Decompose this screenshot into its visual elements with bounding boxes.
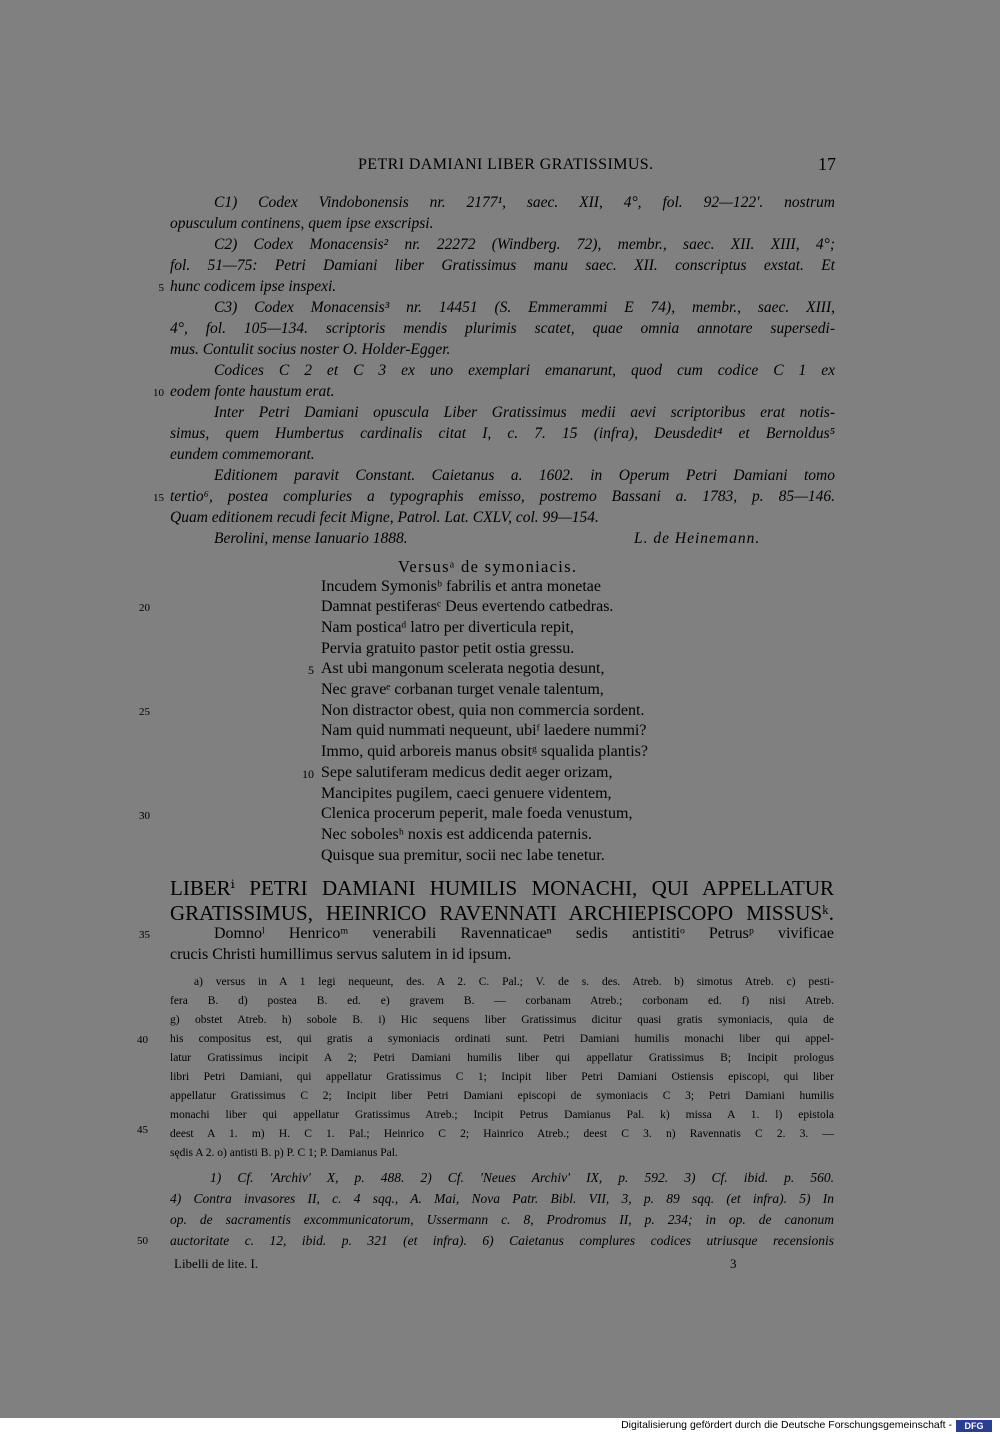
footnote-line: 4) Contra invasores II, c. 4 sqq., A. Mai, Nova Patr. Bibl. VII, 3, p. 89 sqq. (et infra). 5) In: [170, 1191, 834, 1206]
intro-line: mus. Contulit socius noster O. Holder-Egger.: [170, 341, 451, 358]
apparatus-line: a) versus in A 1 legi nequeunt, des. A 2. C. Pal.; V. de s. des. Atreb. b) simotus Atreb. c) pesti-: [194, 976, 834, 988]
apparatus-line: sędis A 2. o) antisti B. p) P. C 1; P. Damianus Pal.: [170, 1147, 398, 1159]
apparatus-line: fera B. d) postea B. ed. e) gravem B. — corbanam Atreb.; corbonam ed. f) nisi Atreb.: [170, 995, 834, 1007]
verse-line: Damnat pestiferasᶜ Deus evertendo catbedras.: [321, 598, 614, 615]
intro-line: C2) Codex Monacensis² nr. 22272 (Windberg. 72), membr., saec. XII. XIII, 4°;: [214, 236, 835, 253]
page-number: 17: [818, 154, 836, 174]
signature-place: Berolini, mense Ianuario 1888.: [214, 530, 408, 547]
margin-line-number: 30: [139, 810, 150, 822]
verse-line: Quisque sua premitur, socii nec labe tenetur.: [321, 847, 605, 864]
intro-line: Quam editionem recudi fecit Migne, Patrol. Lat. CXLV, col. 99—154.: [170, 509, 599, 526]
verse-line: Nam posticaᵈ latro per diverticula repit,: [321, 619, 574, 636]
intro-line: simus, quem Humbertus cardinalis citat I, c. 7. 15 (infra), Deusdedit⁴ et Bernoldus⁵: [170, 425, 835, 442]
verse-number: 10: [302, 767, 314, 781]
apparatus-line: latur Gratissimus incipit A 2; Petri Damiani humilis liber qui appellatur Gratissimus B; Incipit prologus: [170, 1052, 834, 1064]
book-title-line: GRATISSIMUS, HEINRICO RAVENNATI ARCHIEPISCOPO MISSUSᵏ.: [170, 901, 834, 925]
sheet-number: 3: [730, 1256, 737, 1271]
margin-line-number: 20: [139, 602, 150, 614]
verse-line: Ast ubi mangonum scelerata negotia desunt,: [321, 660, 605, 677]
verse-line: Sepe salutiferam medicus dedit aeger orizam,: [321, 764, 613, 781]
footnote-line: 1) Cf. 'Archiv' X, p. 488. 2) Cf. 'Neues Archiv' IX, p. 592. 3) Cf. ibid. p. 560.: [210, 1170, 834, 1185]
margin-line-number: 10: [153, 387, 164, 399]
margin-line-number: 25: [139, 706, 150, 718]
intro-line: Inter Petri Damiani opuscula Liber Gratissimus medii aevi scriptoribus erat notis-: [214, 404, 835, 421]
apparatus-line: his compositus est, qui gratis a symoniacis ordinati sunt. Petri Damiani humilis monachi liber qui appel-: [170, 1033, 834, 1045]
verse-line: Nam quid nummati nequeunt, ubiᶠ laedere nummi?: [321, 722, 647, 739]
dfg-logo: DFG: [956, 1420, 992, 1432]
intro-line: hunc codicem ipse inspexi.: [170, 278, 337, 295]
verse-number: 5: [308, 663, 314, 677]
footnote-line: op. de sacramentis excommunicatorum, Ussermann c. 8, Prodromus II, p. 234; in op. de canonum: [170, 1212, 834, 1227]
intro-line: C1) Codex Vindobonensis nr. 2177¹, saec. XII, 4°, fol. 92—122'. nostrum: [214, 194, 835, 211]
book-signature: Libelli de lite. I.: [174, 1256, 259, 1271]
verse-line: Clenica procerum peperit, male foeda venustum,: [321, 805, 633, 822]
book-title-line: LIBERⁱ PETRI DAMIANI HUMILIS MONACHI, QUI APPELLATUR: [170, 876, 834, 900]
verse-line: Nec sobolesʰ noxis est addicenda paternis.: [321, 826, 592, 843]
intro-line: Editionem paravit Constant. Caietanus a. 1602. in Operum Petri Damiani tomo: [214, 467, 835, 484]
margin-line-number: 50: [137, 1235, 148, 1247]
intro-line: fol. 51—75: Petri Damiani liber Gratissimus manu saec. XII. conscriptus exstat. Et: [170, 257, 835, 274]
running-title: PETRI DAMIANI LIBER GRATISSIMUS.: [358, 156, 654, 173]
dedication-line: crucis Christi humillimus servus salutem in id ipsum.: [170, 946, 512, 963]
verse-line: Immo, quid arboreis manus obsitᵍ squalida plantis?: [321, 743, 648, 760]
verse-line: Incudem Symonisᵇ fabrilis et antra monetae: [321, 578, 601, 595]
margin-line-number: 45: [137, 1124, 148, 1136]
verse-line: Pervia gratuito pastor petit ostia gressu.: [321, 640, 575, 657]
verse-line: Mancipites pugilem, caeci genuere videntem,: [321, 785, 612, 802]
apparatus-line: monachi liber qui appellatur Gratissimus Atreb.; Incipit Petrus Damianus Pal. k) missa A 1. l) epistola: [170, 1109, 834, 1121]
digitization-credit: Digitalisierung gefördert durch die Deutsche Forschungsgemeinschaft -: [621, 1419, 952, 1431]
intro-line: eundem commemorant.: [170, 446, 315, 463]
intro-line: opusculum continens, quem ipse exscripsi.: [170, 215, 434, 232]
apparatus-line: deest A 1. m) H. C 1. Pal.; Heinrico C 2; Hainrico Atreb.; deest C 3. n) Ravennatis C 2. 3. —: [170, 1128, 834, 1140]
intro-line: 4°, fol. 105—134. scriptoris mendis plurimis scatet, quae omnia annotare supersedi-: [170, 320, 835, 337]
verse-title: Versusᵃ de symoniacis.: [398, 557, 578, 576]
margin-line-number: 15: [153, 492, 164, 504]
margin-line-number: 35: [139, 929, 150, 941]
apparatus-line: libri Petri Damiani, qui appellatur Gratissimus C 1; Incipit liber Petri Damiani Ostiensis episcopi, qui liber: [170, 1071, 834, 1083]
intro-line: Codices C 2 et C 3 ex uno exemplari emanarunt, quod cum codice C 1 ex: [214, 362, 835, 379]
margin-line-number: 5: [158, 282, 164, 294]
signature-name: L. de Heinemann.: [634, 530, 761, 547]
apparatus-line: g) obstet Atreb. h) sobole B. i) Hic sequens liber Gratissimus dicitur quasi gratis symoniacis, quia de: [170, 1014, 834, 1026]
intro-line: tertio⁶, postea compluries a typographis emisso, postremo Bassani a. 1783, p. 85—146.: [170, 488, 835, 505]
margin-line-number: 40: [137, 1034, 148, 1046]
intro-line: eodem fonte haustum erat.: [170, 383, 335, 400]
verse-line: Nec graveᵉ corbanan turget venale talentum,: [321, 681, 604, 698]
apparatus-line: appellatur Gratissimus C 2; Incipit liber Petri Damiani episcopi de symoniacis C 3; Petri Damiani humilis: [170, 1090, 834, 1102]
footnote-line: auctoritate c. 12, ibid. p. 321 (et infra). 6) Caietanus complures codices utriusque recensionis: [170, 1233, 834, 1248]
dedication-line: Domnoˡ Henricoᵐ venerabili Ravennaticaeⁿ sedis antistitiᵒ Petrusᵖ vivificae: [214, 925, 834, 942]
intro-line: C3) Codex Monacensis³ nr. 14451 (S. Emmerammi E 74), membr., saec. XIII,: [214, 299, 835, 316]
verse-line: Non distractor obest, quia non commercia sordent.: [321, 702, 645, 719]
